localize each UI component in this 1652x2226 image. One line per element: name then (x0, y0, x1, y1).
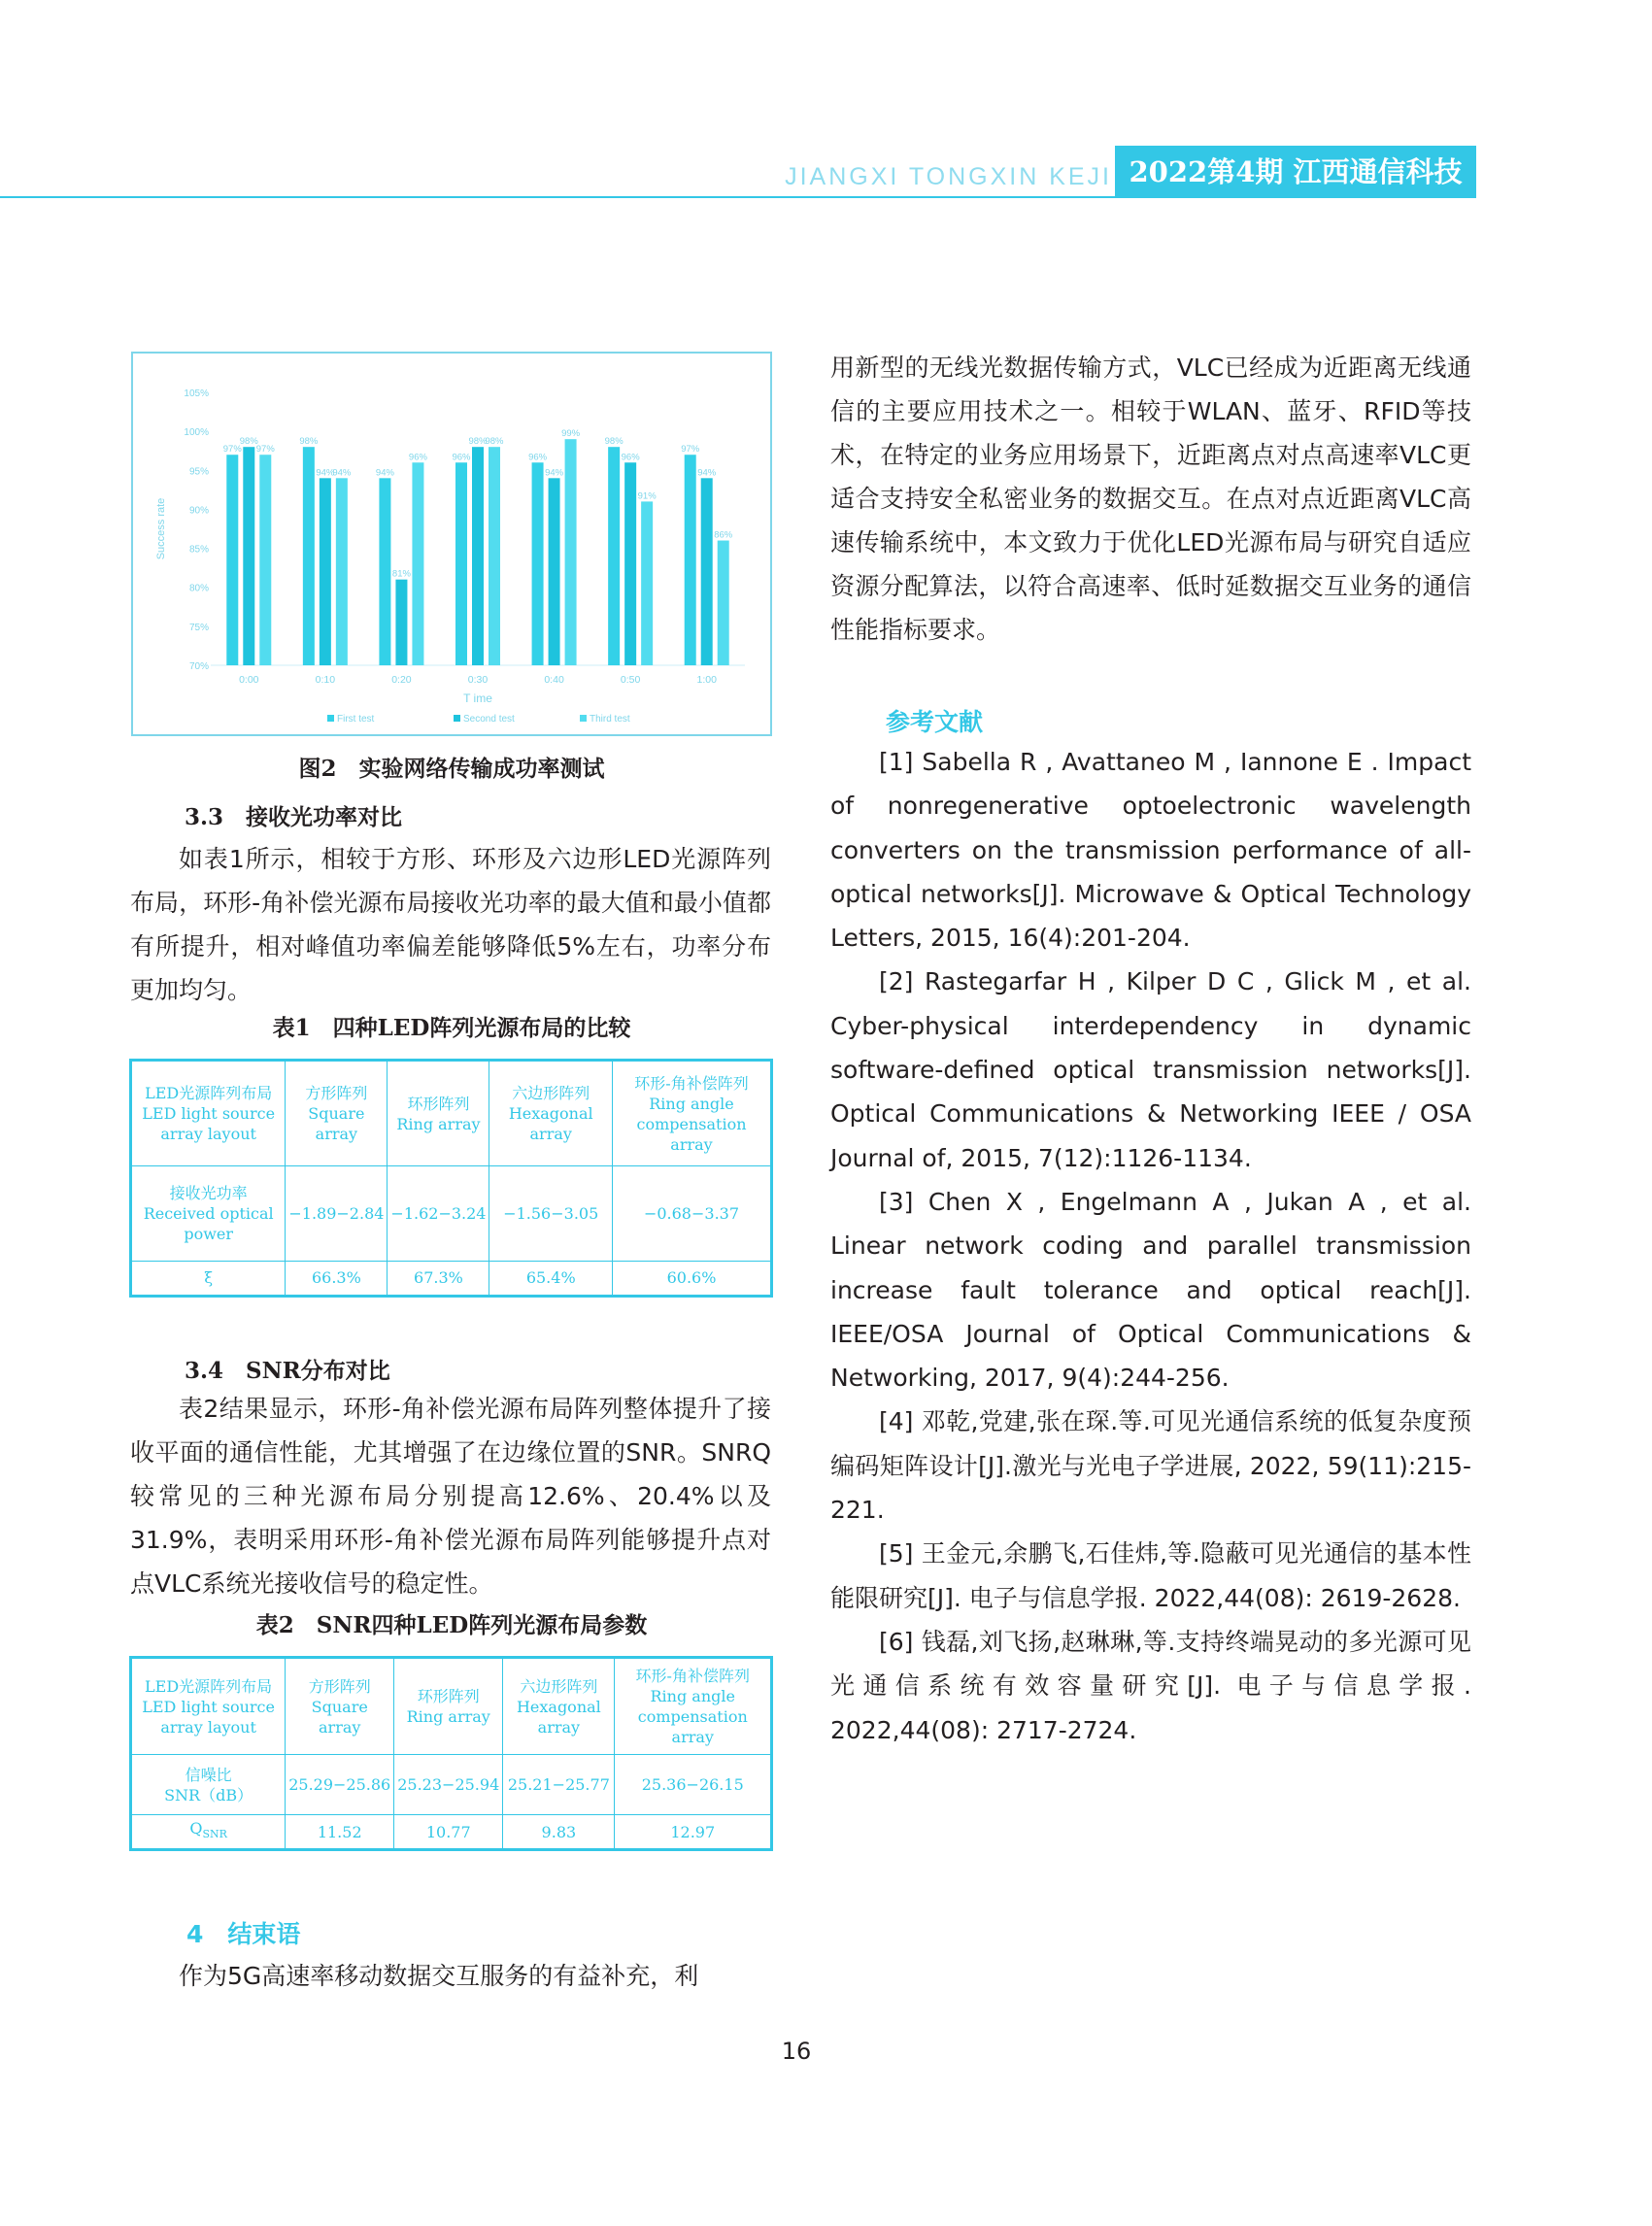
bar-value-label: 86% (714, 529, 733, 541)
bar (379, 478, 390, 665)
table-1-caption: 表1 四种LED阵列光源布局的比较 (272, 1015, 631, 1041)
table-2-header-cell: 方形阵列 Square array (286, 1658, 394, 1755)
success-rate-chart (131, 352, 772, 736)
table-2-row-label: 信噪比 SNR（dB） (131, 1755, 286, 1815)
y-tick-label: 85% (188, 544, 209, 556)
bar-value-label: 81% (391, 568, 411, 580)
bar (412, 462, 423, 665)
bar-value-label: 98% (468, 436, 488, 448)
table-2-caption: 表2 SNR四种LED阵列光源布局参数 (255, 1612, 648, 1638)
bar-value-label: 98% (299, 436, 319, 448)
legend-swatch (580, 715, 587, 722)
bar-value-label: 96% (621, 452, 640, 463)
y-tick-label: 100% (184, 427, 209, 439)
bar-value-label: 98% (604, 436, 624, 448)
y-tick-label: 95% (188, 466, 209, 478)
bar (565, 439, 577, 665)
section-4-paragraph-start: 作为5G高速率移动数据交互服务的有益补充，利 (179, 1962, 699, 1990)
table-2-cell: 12.97 (615, 1815, 772, 1850)
table-2-header-cell: 六边形阵列 Hexagonal array (503, 1658, 615, 1755)
x-tick-label: 0:50 (620, 674, 641, 686)
legend-label: Third test (590, 714, 630, 725)
table-1-row (131, 1166, 772, 1261)
bar-value-label: 98% (239, 436, 258, 448)
bar-value-label: 94% (545, 467, 564, 479)
reference-item: [3] Chen X , Engelmann A , Jukan A , et al. Linear network coding and parallel transmission increase fault tolerance and optical reach[J]. IEEE/OSA Journal of Optical Communications & Networking, 2017, 9(4):244-256. (830, 1187, 1471, 1393)
section-4-paragraph-continued: 用新型的无线光数据传输方式，VLC已经成为近距离无线通信的主要应用技术之一。相较于WLAN、蓝牙、RFID等技术，在特定的业务应用场景下，近距离点对点高速率VLC更适合支持安全私密业务的数据交互。在点对点近距离VLC高速传输系统中，本文致力于优化LED光源布局与研究自适应资源分配算法，以符合高速率、低时延数据交互业务的通信性能指标要求。 (830, 354, 1471, 644)
bar (455, 462, 467, 665)
table-1-cell: −0.68−3.37 (612, 1166, 771, 1261)
reference-item: [6] 钱磊,刘飞扬,赵琳琳,等.支持终端晃动的多光源可见光通信系统有效容量研究[J]. 电子与信息学报. 2022,44(08): 2717-2724. (830, 1627, 1471, 1744)
section-3-3-heading: 3.3 接收光功率对比 (185, 804, 403, 830)
table-2-cell: 25.23−25.94 (394, 1755, 503, 1815)
table-1 (129, 1059, 773, 1298)
x-tick-label: 0:20 (391, 674, 412, 686)
reference-item: [1] Sabella R , Avattaneo M , Iannone E . Impact of nonregenerative optoelectronic wavelength converters on the transmission performance of all-optical networks[J]. Microwave & Optical Technology Letters, 2015, 16(4):201-204. (830, 748, 1471, 953)
bar-value-label: 94% (316, 467, 335, 479)
bar-value-label: 94% (697, 467, 717, 479)
table-1-cell: 67.3% (388, 1261, 489, 1296)
header-rule (0, 196, 1476, 198)
table-2-header-cell: 环形-角补偿阵列 Ring angle compensation array (615, 1658, 772, 1755)
bar (336, 478, 348, 665)
section-3-4-paragraph: 表2结果显示，环形-角补偿光源布局阵列整体提升了接收平面的通信性能，尤其增强了在边缘位置的SNR。SNRQ较常见的三种光源布局分别提高12.6%、20.4%以及31.9%，表明采用环形-角补偿光源布局阵列能够提升点对点VLC系统光接收信号的稳定性。 (130, 1395, 771, 1598)
bar (320, 478, 331, 665)
bar (226, 455, 238, 665)
bar (608, 447, 620, 665)
bar-value-label: 94% (332, 467, 352, 479)
legend-label: First test (337, 714, 375, 725)
y-tick-label: 75% (188, 622, 209, 633)
table-1-header-cell: 环形-角补偿阵列 Ring angle compensation array (612, 1061, 771, 1166)
reference-item: [2] Rastegarfar H , Kilper D C , Glick M , et al. Cyber-physical interdependency in dynamic software-defined optical transmission networks[J]. Optical Communications & Networking IEEE / OSA Journal of, 2015, 7(12):1126-1134. (830, 967, 1471, 1172)
table-1-cell: 66.3% (286, 1261, 388, 1296)
table-1-row-label: ξ (131, 1261, 286, 1296)
bar (472, 447, 484, 665)
bar-value-label: 98% (485, 436, 504, 448)
table-2-cell: 11.52 (286, 1815, 394, 1850)
bar-value-label: 97% (222, 444, 242, 455)
y-tick-label: 80% (188, 583, 209, 594)
bar (532, 462, 544, 665)
references-heading: 参考文献 (886, 708, 984, 736)
figure-2-caption: 图2 实验网络传输成功率测试 (298, 756, 605, 782)
table-1-header-cell: LED光源阵列布局 LED light source array layout (131, 1061, 286, 1166)
table-2-cell: 25.29−25.86 (286, 1755, 394, 1815)
chart-svg (133, 354, 770, 734)
legend-label: Second test (463, 714, 515, 725)
section-4-heading: 4 结束语 (186, 1920, 301, 1948)
x-tick-label: 0:10 (315, 674, 336, 686)
table-2-row-label: $Q_{SNR}$ (131, 1815, 286, 1850)
x-tick-label: 1:00 (696, 674, 717, 686)
table-2-row (131, 1755, 772, 1815)
bar (395, 580, 407, 665)
y-tick-label: 90% (188, 505, 209, 517)
table-1-cell: 60.6% (612, 1261, 771, 1296)
bar (243, 447, 254, 665)
x-tick-label: 0:40 (544, 674, 564, 686)
bar-value-label: 96% (408, 452, 427, 463)
table-1-cell: −1.56−3.05 (489, 1166, 613, 1261)
x-tick-label: 0:00 (239, 674, 259, 686)
page-number: 16 (781, 2038, 812, 2065)
table-1-row (131, 1261, 772, 1296)
table-1-cell: −1.89−2.84 (286, 1166, 388, 1261)
reference-item: [5] 王金元,余鹏飞,石佳炜,等.隐蔽可见光通信的基本性能限研究[J]. 电子与信息学报. 2022,44(08): 2619-2628. (830, 1539, 1471, 1612)
x-tick-label: 0:30 (467, 674, 489, 686)
table-2-header-cell: 环形阵列 Ring array (394, 1658, 503, 1755)
table-1-header-cell: 环形阵列 Ring array (388, 1061, 489, 1166)
journal-issue-banner: 2022第4期 江西通信科技 (1115, 146, 1476, 198)
reference-item: [4] 邓乾,党建,张在琛.等.可见光通信系统的低复杂度预编码矩阵设计[J].激光与光电子学进展, 2022, 59(11):215-221. (830, 1407, 1471, 1525)
table-1-cell: 65.4% (489, 1261, 613, 1296)
bar (685, 455, 696, 665)
bar (489, 447, 500, 665)
legend-swatch (454, 715, 460, 722)
bar-value-label: 96% (528, 452, 548, 463)
bar (624, 462, 636, 665)
bar-value-label: 97% (681, 444, 700, 455)
table-2-row (131, 1815, 772, 1850)
table-2-header-row (131, 1658, 772, 1755)
x-axis-title: T ime (463, 691, 492, 705)
bar-value-label: 91% (637, 490, 657, 502)
bar (718, 541, 729, 665)
legend-swatch (327, 715, 334, 722)
table-1-row-label: 接收光功率 Received optical power (131, 1166, 286, 1261)
table-1-header-cell: 六边形阵列 Hexagonal array (489, 1061, 613, 1166)
y-tick-label: 70% (188, 661, 209, 672)
section-3-3-paragraph: 如表1所示，相较于方形、环形及六边形LED光源阵列布局，环形-角补偿光源布局接收光功率的最大值和最小值都有所提升，相对峰值功率偏差能够降低5%左右，功率分布更加均匀。 (130, 845, 771, 1004)
table-2-cell: 10.77 (394, 1815, 503, 1850)
table-1-header-cell: 方形阵列 Square array (286, 1061, 388, 1166)
y-axis-title: Success rate (155, 497, 167, 560)
bar-value-label: 99% (561, 428, 581, 440)
bar (641, 501, 653, 665)
journal-pinyin: JIANGXI TONGXIN KEJI (785, 163, 1112, 190)
table-1-cell: −1.62−3.24 (388, 1166, 489, 1261)
section-3-4-heading: 3.4 SNR分布对比 (185, 1358, 390, 1384)
bar-value-label: 96% (452, 452, 471, 463)
bar-value-label: 94% (375, 467, 394, 479)
bar (259, 455, 271, 665)
table-2-cell: 9.83 (503, 1815, 615, 1850)
bar (701, 478, 713, 665)
table-1-header-row (131, 1061, 772, 1166)
y-tick-label: 105% (184, 388, 209, 399)
bar (303, 447, 315, 665)
table-2-header-cell: LED光源阵列布局 LED light source array layout (131, 1658, 286, 1755)
bar-value-label: 97% (255, 444, 275, 455)
reference-list (830, 740, 1471, 1752)
bar (549, 478, 560, 665)
table-2-cell: 25.21−25.77 (503, 1755, 615, 1815)
table-2-cell: 25.36−26.15 (615, 1755, 772, 1815)
table-2 (129, 1656, 773, 1851)
